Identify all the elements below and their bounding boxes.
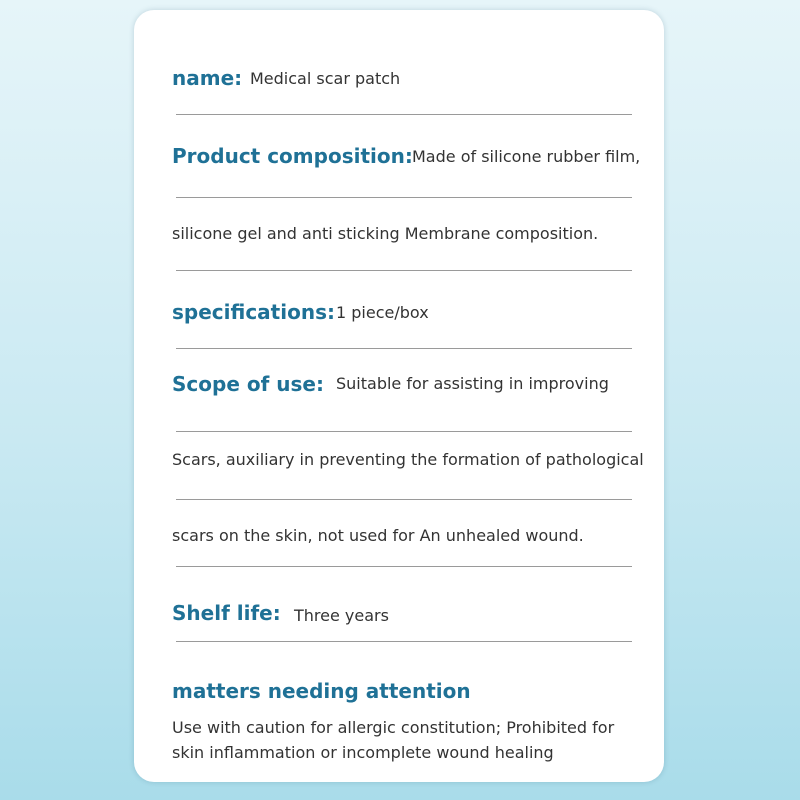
spec-card (134, 10, 664, 782)
composition-value-line1: Made of silicone rubber film, (412, 147, 641, 166)
divider (176, 270, 632, 271)
name-value: Medical scar patch (250, 69, 401, 88)
divider (176, 641, 632, 642)
scope-value-line3: scars on the skin, not used for An unhealed wound. (172, 526, 584, 545)
shelf-life-value: Three years (294, 606, 389, 625)
attention-value-line2: skin inflammation or incomplete wound healing (172, 743, 554, 762)
divider (176, 499, 632, 500)
scope-label: Scope of use: (172, 372, 324, 396)
divider (176, 566, 632, 567)
divider (176, 431, 632, 432)
attention-label: matters needing attention (172, 679, 471, 703)
composition-value-line2: silicone gel and anti sticking Membrane composition. (172, 224, 599, 243)
attention-value-line1: Use with caution for allergic constitution; Prohibited for (172, 718, 615, 737)
specifications-label: specifications: (172, 300, 335, 324)
specifications-value: 1 piece/box (336, 303, 429, 322)
divider (176, 114, 632, 115)
name-label: name: (172, 66, 243, 90)
scope-value-line2: Scars, auxiliary in preventing the formation of pathological (172, 450, 644, 469)
divider (176, 197, 632, 198)
composition-label: Product composition: (172, 144, 413, 168)
divider (176, 348, 632, 349)
scope-value-line1: Suitable for assisting in improving (336, 374, 609, 393)
shelf-life-label: Shelf life: (172, 601, 281, 625)
